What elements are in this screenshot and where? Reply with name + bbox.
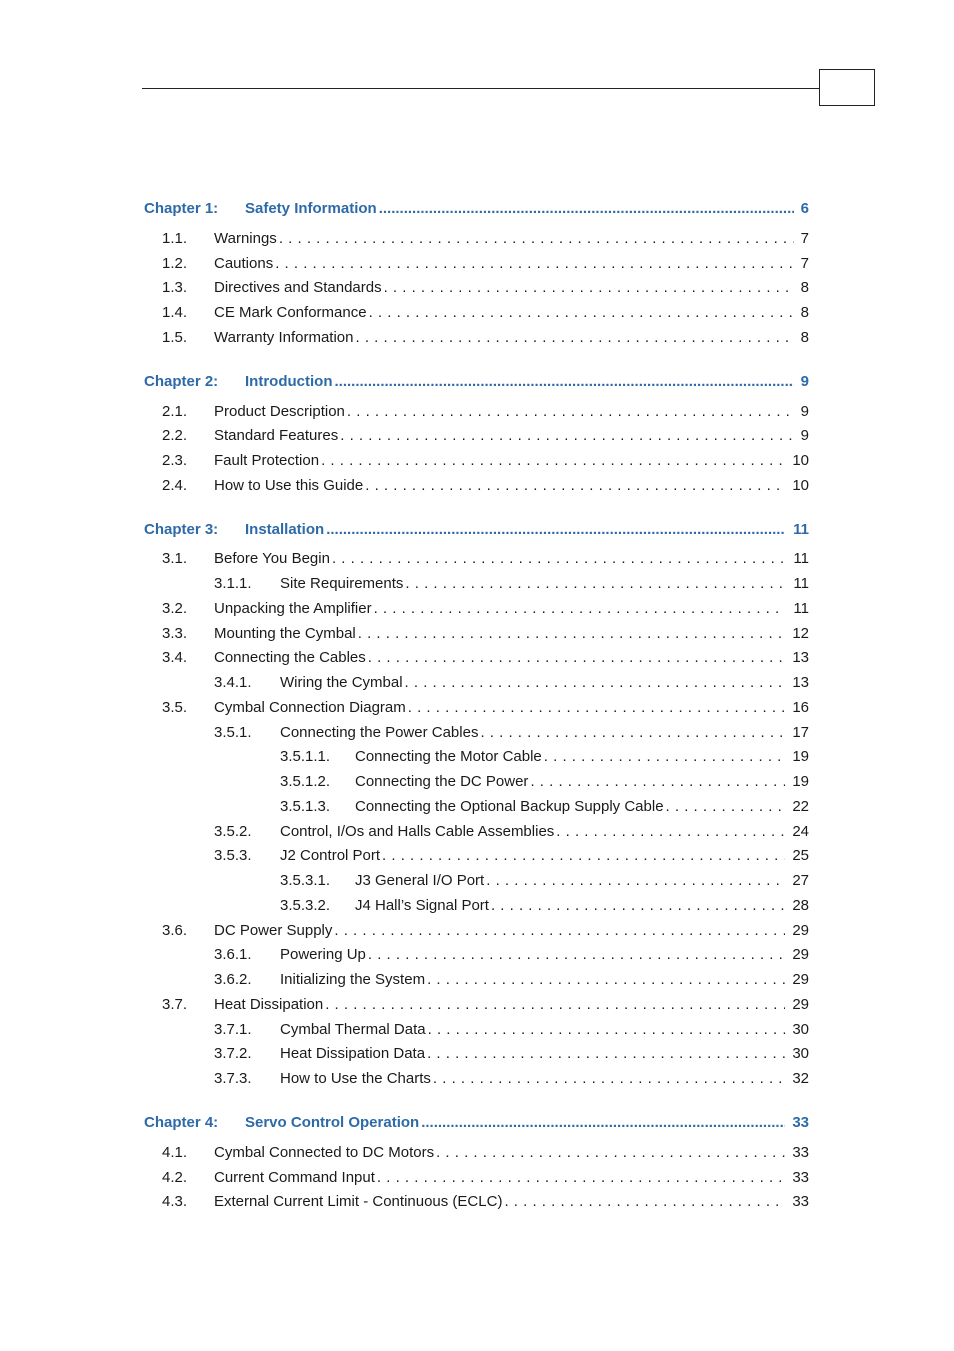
toc-entry[interactable] bbox=[0, 945, 954, 965]
toc-entry-page: 25 bbox=[792, 847, 809, 864]
toc-dot-leader bbox=[382, 846, 785, 866]
toc-dot-leader bbox=[421, 1113, 785, 1133]
toc-entry-page: 11 bbox=[793, 521, 809, 538]
toc-entry-page: 10 bbox=[792, 452, 809, 469]
toc-entry-number: Chapter 4: bbox=[144, 1114, 219, 1131]
toc-entry-page: 7 bbox=[800, 230, 809, 247]
toc-dot-leader bbox=[408, 698, 785, 718]
toc-entry-page: 24 bbox=[792, 823, 809, 840]
toc-entry-title: Installation bbox=[245, 521, 325, 538]
toc-entry-number: 3.5. bbox=[162, 699, 188, 716]
toc-entry[interactable] bbox=[0, 723, 954, 743]
toc-entry-number: 4.1. bbox=[162, 1144, 188, 1161]
toc-entry-number: Chapter 1: bbox=[144, 200, 219, 217]
toc-entry-page: 11 bbox=[793, 575, 809, 592]
toc-entry-page: 12 bbox=[792, 625, 809, 642]
toc-entry-number: 3.7. bbox=[162, 996, 188, 1013]
toc-entry-number: 1.5. bbox=[162, 329, 188, 346]
toc-entry-title: Standard Features bbox=[214, 427, 339, 444]
toc-entry-title: J3 General I/O Port bbox=[355, 872, 485, 889]
toc-entry-page: 29 bbox=[792, 946, 809, 963]
toc-entry-page: 33 bbox=[792, 1144, 809, 1161]
toc-dot-leader bbox=[365, 476, 785, 496]
toc-entry[interactable] bbox=[0, 426, 954, 446]
toc-entry-number: 3.6. bbox=[162, 922, 188, 939]
toc-entry[interactable] bbox=[0, 328, 954, 348]
toc-dot-leader bbox=[326, 520, 785, 540]
toc-entry[interactable] bbox=[0, 747, 954, 767]
toc-chapter-entry[interactable] bbox=[0, 199, 954, 219]
toc-dot-leader bbox=[427, 1044, 785, 1064]
toc-entry-number: 3.2. bbox=[162, 600, 188, 617]
toc-entry-title: Wiring the Cymbal bbox=[280, 674, 403, 691]
toc-entry[interactable] bbox=[0, 673, 954, 693]
toc-chapter-entry[interactable] bbox=[0, 1113, 954, 1133]
toc-entry-page: 33 bbox=[792, 1193, 809, 1210]
toc-dot-leader bbox=[358, 624, 785, 644]
toc-entry-number: 3.7.3. bbox=[214, 1070, 252, 1087]
toc-entry-page: 16 bbox=[792, 699, 809, 716]
toc-entry-page: 29 bbox=[792, 996, 809, 1013]
toc-entry[interactable] bbox=[0, 1020, 954, 1040]
toc-dot-leader bbox=[368, 648, 785, 668]
toc-dot-leader bbox=[433, 1069, 785, 1089]
toc-entry-title: Warnings bbox=[214, 230, 277, 247]
toc-dot-leader bbox=[491, 896, 785, 916]
toc-entry-page: 9 bbox=[800, 373, 809, 390]
toc-entry-title: Connecting the Motor Cable bbox=[355, 748, 542, 765]
toc-entry-number: 2.3. bbox=[162, 452, 188, 469]
toc-entry[interactable] bbox=[0, 970, 954, 990]
toc-entry-number: Chapter 3: bbox=[144, 521, 219, 538]
page-number-box bbox=[819, 69, 875, 106]
toc-entry-number: 1.1. bbox=[162, 230, 188, 247]
toc-entry[interactable] bbox=[0, 772, 954, 792]
toc-entry-number: 3.5.3.1. bbox=[280, 872, 331, 889]
toc-entry-title: Servo Control Operation bbox=[245, 1114, 420, 1131]
toc-dot-leader bbox=[504, 1192, 785, 1212]
toc-dot-leader bbox=[340, 426, 794, 446]
toc-entry-title: Powering Up bbox=[280, 946, 366, 963]
toc-entry-title: Safety Information bbox=[245, 200, 377, 217]
toc-dot-leader bbox=[334, 921, 785, 941]
toc-entry-number: 3.5.2. bbox=[214, 823, 252, 840]
toc-entry[interactable] bbox=[0, 995, 954, 1015]
toc-entry[interactable] bbox=[0, 846, 954, 866]
toc-entry-page: 8 bbox=[800, 304, 809, 321]
toc-entry-title: Current Command Input bbox=[214, 1169, 375, 1186]
toc-entry-number: 3.1.1. bbox=[214, 575, 252, 592]
toc-entry-page: 11 bbox=[793, 600, 809, 617]
toc-entry-page: 19 bbox=[792, 748, 809, 765]
toc-entry[interactable] bbox=[0, 402, 954, 422]
toc-chapter-entry[interactable] bbox=[0, 372, 954, 392]
toc-chapter-entry[interactable] bbox=[0, 520, 954, 540]
toc-entry-page: 8 bbox=[800, 279, 809, 296]
toc-dot-leader bbox=[428, 1020, 785, 1040]
toc-entry-page: 6 bbox=[800, 200, 809, 217]
toc-entry-number: 3.1. bbox=[162, 550, 188, 567]
toc-entry-title: Before You Begin bbox=[214, 550, 330, 567]
toc-entry[interactable] bbox=[0, 896, 954, 916]
toc-dot-leader bbox=[374, 599, 785, 619]
toc-dot-leader bbox=[530, 772, 785, 792]
header-rule bbox=[142, 88, 820, 89]
toc-entry-number: 3.3. bbox=[162, 625, 188, 642]
toc-entry-title: Cymbal Thermal Data bbox=[280, 1021, 426, 1038]
toc-entry-number: 3.6.2. bbox=[214, 971, 252, 988]
toc-entry-title: How to Use this Guide bbox=[214, 477, 364, 494]
toc-entry-number: 2.4. bbox=[162, 477, 188, 494]
toc-entry-title: Connecting the Optional Backup Supply Cable bbox=[355, 798, 664, 815]
toc-entry[interactable] bbox=[0, 1192, 954, 1212]
toc-dot-leader bbox=[369, 303, 794, 323]
toc-entry-title: Cautions bbox=[214, 255, 274, 272]
toc-entry[interactable] bbox=[0, 1143, 954, 1163]
toc-dot-leader bbox=[427, 970, 785, 990]
toc-dot-leader bbox=[480, 723, 785, 743]
toc-entry-page: 9 bbox=[800, 427, 809, 444]
toc-entry-number: 3.5.1. bbox=[214, 724, 252, 741]
toc-entry[interactable] bbox=[0, 648, 954, 668]
toc-dot-leader bbox=[321, 451, 785, 471]
toc-entry-number: 3.7.1. bbox=[214, 1021, 252, 1038]
toc-entry-page: 30 bbox=[792, 1021, 809, 1038]
toc-entry-page: 28 bbox=[792, 897, 809, 914]
toc-entry-title: J2 Control Port bbox=[280, 847, 381, 864]
toc-entry-number: 1.4. bbox=[162, 304, 188, 321]
toc-entry-title: Connecting the Power Cables bbox=[280, 724, 479, 741]
toc-entry-number: 3.4.1. bbox=[214, 674, 252, 691]
toc-entry-title: Connecting the DC Power bbox=[355, 773, 529, 790]
toc-entry-title: Heat Dissipation bbox=[214, 996, 324, 1013]
toc-entry-number: 4.2. bbox=[162, 1169, 188, 1186]
toc-entry-page: 30 bbox=[792, 1045, 809, 1062]
toc-entry-number: 2.2. bbox=[162, 427, 188, 444]
toc-entry-title: Introduction bbox=[245, 373, 333, 390]
toc-entry-title: Warranty Information bbox=[214, 329, 354, 346]
toc-entry[interactable] bbox=[0, 254, 954, 274]
toc-entry-page: 33 bbox=[792, 1114, 809, 1131]
toc-entry[interactable] bbox=[0, 599, 954, 619]
toc-entry-number: 4.3. bbox=[162, 1193, 188, 1210]
toc-entry-page: 10 bbox=[792, 477, 809, 494]
toc-entry-number: 3.5.1.2. bbox=[280, 773, 331, 790]
toc-entry-page: 29 bbox=[792, 971, 809, 988]
toc-entry-page: 9 bbox=[800, 403, 809, 420]
toc-entry-title: Mounting the Cymbal bbox=[214, 625, 356, 642]
toc-dot-leader bbox=[556, 822, 785, 842]
toc-entry[interactable] bbox=[0, 574, 954, 594]
toc-dot-leader bbox=[325, 995, 785, 1015]
toc-entry[interactable] bbox=[0, 303, 954, 323]
toc-entry-page: 8 bbox=[800, 329, 809, 346]
toc-entry-title: Cymbal Connection Diagram bbox=[214, 699, 406, 716]
toc-entry[interactable] bbox=[0, 698, 954, 718]
toc-entry-number: 1.3. bbox=[162, 279, 188, 296]
toc-entry[interactable] bbox=[0, 921, 954, 941]
toc-entry[interactable] bbox=[0, 549, 954, 569]
toc-dot-leader bbox=[436, 1143, 785, 1163]
toc-entry-number: 3.5.3. bbox=[214, 847, 252, 864]
toc-entry-number: Chapter 2: bbox=[144, 373, 219, 390]
toc-entry-number: 1.2. bbox=[162, 255, 188, 272]
toc-entry-title: Control, I/Os and Halls Cable Assemblies bbox=[280, 823, 555, 840]
toc-dot-leader bbox=[486, 871, 785, 891]
toc-entry[interactable] bbox=[0, 451, 954, 471]
toc-entry-title: DC Power Supply bbox=[214, 922, 333, 939]
toc-entry-number: 2.1. bbox=[162, 403, 188, 420]
toc-dot-leader bbox=[544, 747, 785, 767]
toc-entry[interactable] bbox=[0, 278, 954, 298]
toc-entry-number: 3.4. bbox=[162, 649, 188, 666]
toc-entry[interactable] bbox=[0, 797, 954, 817]
toc-entry[interactable] bbox=[0, 229, 954, 249]
toc-dot-leader bbox=[377, 1168, 785, 1188]
toc-entry-page: 33 bbox=[792, 1169, 809, 1186]
toc-entry-title: Directives and Standards bbox=[214, 279, 382, 296]
toc-entry[interactable] bbox=[0, 822, 954, 842]
toc-entry-page: 22 bbox=[792, 798, 809, 815]
toc-entry-title: Heat Dissipation Data bbox=[280, 1045, 426, 1062]
toc-entry-title: Unpacking the Amplifier bbox=[214, 600, 372, 617]
toc-dot-leader bbox=[666, 797, 785, 817]
toc-dot-leader bbox=[356, 328, 795, 348]
toc-dot-leader bbox=[384, 278, 794, 298]
toc-entry-page: 27 bbox=[792, 872, 809, 889]
toc-entry[interactable] bbox=[0, 476, 954, 496]
toc-entry-title: Product Description bbox=[214, 403, 345, 420]
toc-entry-page: 19 bbox=[792, 773, 809, 790]
toc-entry-number: 3.5.1.3. bbox=[280, 798, 331, 815]
toc-dot-leader bbox=[332, 549, 785, 569]
toc-entry-title: Initializing the System bbox=[280, 971, 426, 988]
toc-entry-page: 13 bbox=[792, 649, 809, 666]
toc-entry-page: 13 bbox=[792, 674, 809, 691]
toc-dot-leader bbox=[379, 199, 794, 219]
toc-entry-title: Site Requirements bbox=[280, 575, 404, 592]
toc-entry[interactable] bbox=[0, 624, 954, 644]
toc-dot-leader bbox=[368, 945, 785, 965]
toc-entry-page: 32 bbox=[792, 1070, 809, 1087]
toc-entry-number: 3.6.1. bbox=[214, 946, 252, 963]
toc-entry-page: 17 bbox=[792, 724, 809, 741]
toc-entry[interactable] bbox=[0, 871, 954, 891]
toc-dot-leader bbox=[347, 402, 794, 422]
toc-entry-page: 7 bbox=[800, 255, 809, 272]
toc-entry[interactable] bbox=[0, 1044, 954, 1064]
toc-entry-number: 3.5.3.2. bbox=[280, 897, 331, 914]
toc-entry-title: Fault Protection bbox=[214, 452, 320, 469]
toc-dot-leader bbox=[405, 574, 785, 594]
toc-entry-title: Cymbal Connected to DC Motors bbox=[214, 1144, 435, 1161]
toc-entry[interactable] bbox=[0, 1069, 954, 1089]
toc-entry-title: Connecting the Cables bbox=[214, 649, 366, 666]
toc-dot-leader bbox=[275, 254, 794, 274]
toc-dot-leader bbox=[405, 673, 785, 693]
toc-dot-leader bbox=[334, 372, 794, 392]
toc-entry-number: 3.5.1.1. bbox=[280, 748, 331, 765]
toc-entry-title: External Current Limit - Continuous (ECLC) bbox=[214, 1193, 503, 1210]
toc-dot-leader bbox=[279, 229, 794, 249]
toc-entry-title: How to Use the Charts bbox=[280, 1070, 431, 1087]
toc-entry-title: CE Mark Conformance bbox=[214, 304, 367, 321]
toc-entry-page: 11 bbox=[793, 550, 809, 567]
toc-entry-number: 3.7.2. bbox=[214, 1045, 252, 1062]
toc-entry[interactable] bbox=[0, 1168, 954, 1188]
toc-entry-title: J4 Hall’s Signal Port bbox=[355, 897, 489, 914]
toc-entry-page: 29 bbox=[792, 922, 809, 939]
